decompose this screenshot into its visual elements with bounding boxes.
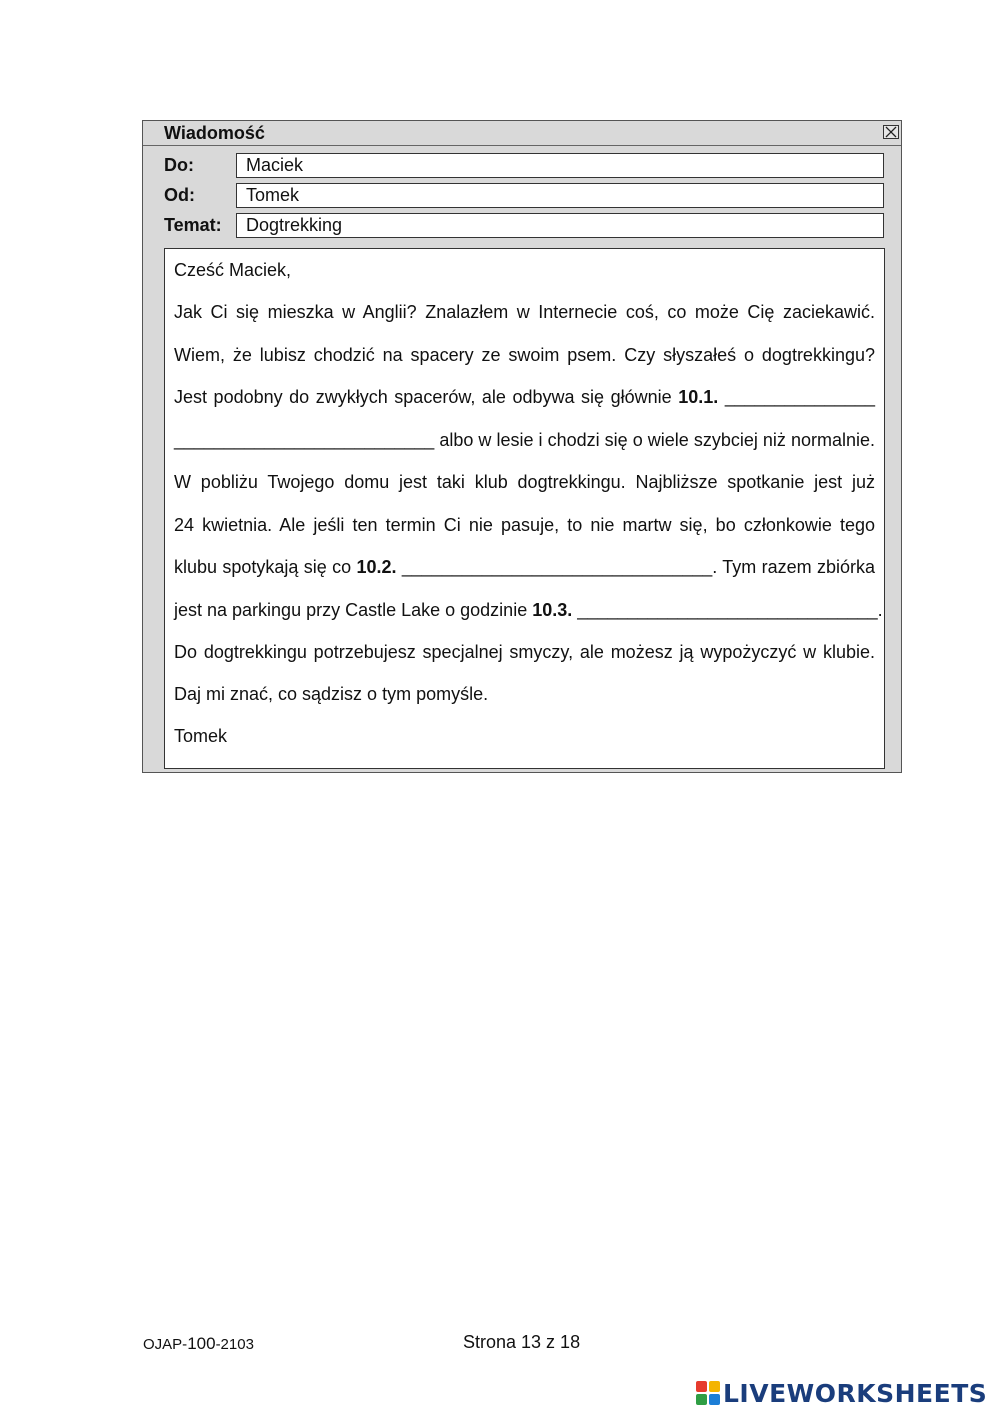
line-8-end: . xyxy=(877,600,883,620)
gap-10-1-number: 10.1. xyxy=(678,387,719,407)
line-7-end: . Tym razem zbiórka xyxy=(712,557,875,577)
line-3-text: Jest podobny do zwykłych spacerów, ale odbywa się głównie xyxy=(174,387,672,407)
liveworksheets-logo-icon xyxy=(696,1381,720,1405)
exam-code-number: 100 xyxy=(187,1334,216,1353)
brand-logo[interactable] xyxy=(696,1378,987,1408)
gap-10-1-blank-a[interactable]: _______________ xyxy=(724,387,875,407)
message-window xyxy=(142,120,902,773)
signature: Tomek xyxy=(174,726,228,746)
page-number: Strona 13 z 18 xyxy=(463,1332,581,1352)
message-line-6: 24 kwietnia. Ale jeśli ten termin Ci nie pasuje, to nie martw się, bo członkowie tego xyxy=(174,515,875,535)
subject-label: Temat: xyxy=(164,215,222,235)
exam-code-prefix: OJAP- xyxy=(143,1336,188,1353)
message-line-8 xyxy=(174,599,883,621)
line-7-text: klubu spotykają się co xyxy=(174,557,352,577)
message-line-3 xyxy=(174,386,875,408)
brand-name: LIVEWORKSHEETS xyxy=(723,1378,988,1408)
gap-10-2-number: 10.2. xyxy=(356,557,397,577)
message-line-4 xyxy=(174,429,875,451)
message-line-10: Daj mi znać, co sądzisz o tym pomyśle. xyxy=(174,684,489,704)
gap-10-3-blank[interactable]: ______________________________ xyxy=(577,600,878,620)
message-body xyxy=(164,248,885,769)
message-line-7 xyxy=(174,556,875,578)
from-label: Od: xyxy=(164,185,195,205)
message-line-1: Jak Ci się mieszka w Anglii? Znalazłem w Internecie coś, co może Cię zaciekawić. xyxy=(174,302,875,322)
line-4-text: albo w lesie i chodzi się o wiele szybciej niż normalnie. xyxy=(439,430,875,450)
window-title: Wiadomość xyxy=(164,123,265,143)
exam-code xyxy=(143,1334,254,1354)
gap-10-1-blank-b[interactable]: __________________________ xyxy=(174,430,435,450)
exam-code-suffix: -2103 xyxy=(215,1336,254,1353)
message-line-9: Do dogtrekkingu potrzebujesz specjalnej smyczy, ale możesz ją wypożyczyć w klubie. xyxy=(174,642,875,662)
subject-field[interactable]: Dogtrekking xyxy=(236,213,884,238)
gap-10-3-number: 10.3. xyxy=(532,600,573,620)
to-field[interactable]: Maciek xyxy=(236,153,884,178)
line-8-text: jest na parkingu przy Castle Lake o godzinie xyxy=(174,600,528,620)
from-field[interactable]: Tomek xyxy=(236,183,884,208)
message-line-5: W pobliżu Twojego domu jest taki klub dogtrekkingu. Najbliższe spotkanie jest już xyxy=(174,472,875,492)
to-label: Do: xyxy=(164,155,194,175)
greeting: Cześć Maciek, xyxy=(174,260,292,280)
message-line-2: Wiem, że lubisz chodzić na spacery ze swoim psem. Czy słyszałeś o dogtrekkingu? xyxy=(174,345,875,365)
close-icon[interactable] xyxy=(883,125,899,139)
title-bar xyxy=(143,121,901,146)
gap-10-2-blank[interactable]: _______________________________ xyxy=(401,557,713,577)
